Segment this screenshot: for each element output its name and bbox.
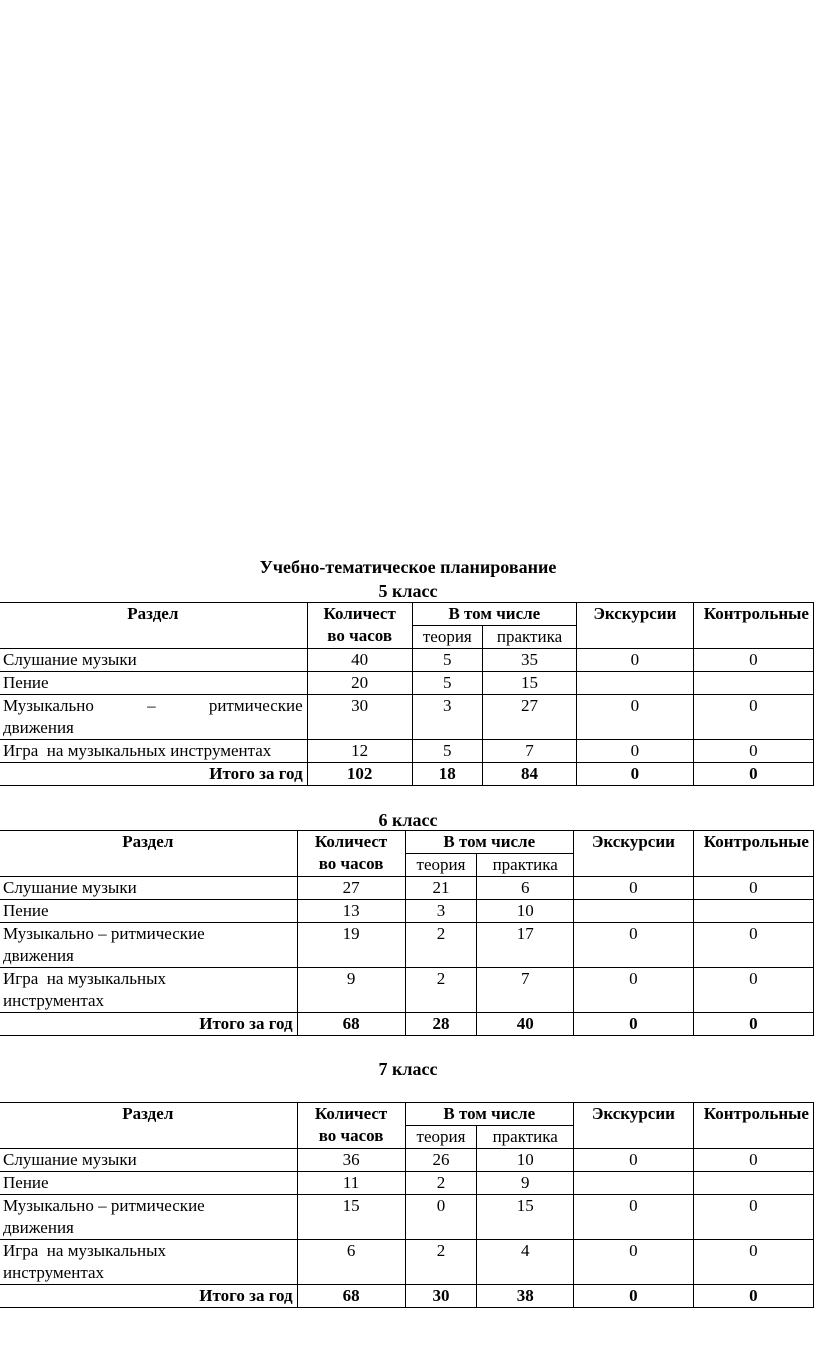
total-practice: 38 — [477, 1285, 574, 1308]
cell-theory: 5 — [412, 740, 482, 763]
cell-hours: 30 — [307, 695, 412, 740]
cell-practice: 9 — [477, 1172, 574, 1195]
cell-control: 0 — [693, 968, 813, 1013]
table-header-row — [0, 603, 814, 626]
row-label: Слушание музыки — [0, 877, 297, 900]
header-practice: практика — [477, 854, 574, 877]
cell-control: 0 — [693, 649, 813, 672]
cell-practice: 7 — [482, 740, 576, 763]
cell-practice: 27 — [482, 695, 576, 740]
cell-theory: 26 — [405, 1149, 477, 1172]
cell-control: 0 — [693, 740, 813, 763]
cell-hours: 6 — [297, 1240, 405, 1285]
cell-excursions: 0 — [573, 877, 693, 900]
header-excursions: Экскурсии — [577, 603, 694, 649]
cell-practice: 10 — [477, 1149, 574, 1172]
header-including: В том числе — [412, 603, 576, 626]
table-row — [0, 900, 814, 923]
header-control: Контрольные — [693, 831, 813, 877]
header-excursions: Экскурсии — [573, 1103, 693, 1149]
table-row — [0, 695, 814, 740]
total-label: Итого за год — [0, 763, 307, 786]
total-row — [0, 1013, 814, 1036]
cell-excursions: 0 — [573, 923, 693, 968]
total-control: 0 — [693, 1285, 813, 1308]
row-label: Слушание музыки — [0, 649, 307, 672]
table-row — [0, 1195, 814, 1240]
cell-excursions — [573, 900, 693, 923]
document-title: Учебно-тематическое планирование — [259, 557, 557, 577]
header-including: В том числе — [405, 1103, 573, 1126]
row-label: Слушание музыки — [0, 1149, 297, 1172]
row-label: Игра на музыкальных инструментах — [0, 1240, 297, 1285]
row-label: Пение — [0, 900, 297, 923]
cell-excursions: 0 — [573, 1195, 693, 1240]
row-label: Пение — [0, 672, 307, 695]
total-label: Итого за год — [0, 1013, 297, 1036]
cell-theory: 3 — [405, 900, 477, 923]
cell-excursions: 0 — [577, 740, 694, 763]
grade5-table — [0, 602, 814, 786]
cell-control — [693, 1172, 813, 1195]
cell-practice: 10 — [477, 900, 574, 923]
cell-control: 0 — [693, 1240, 813, 1285]
cell-hours: 19 — [297, 923, 405, 968]
header-practice: практика — [482, 626, 576, 649]
cell-hours: 12 — [307, 740, 412, 763]
header-including: В том числе — [405, 831, 573, 854]
cell-practice: 35 — [482, 649, 576, 672]
cell-control — [693, 672, 813, 695]
total-practice: 84 — [482, 763, 576, 786]
cell-excursions: 0 — [577, 695, 694, 740]
cell-control: 0 — [693, 1149, 813, 1172]
grade6-title: 6 класс — [378, 810, 438, 830]
header-control: Контрольные — [693, 603, 813, 649]
total-theory: 28 — [405, 1013, 477, 1036]
cell-hours: 20 — [307, 672, 412, 695]
cell-hours: 11 — [297, 1172, 405, 1195]
row-label: Игра на музыкальных инструментах — [0, 968, 297, 1013]
table-row — [0, 672, 814, 695]
total-excursions: 0 — [577, 763, 694, 786]
table-header-row — [0, 1103, 814, 1126]
cell-practice: 15 — [482, 672, 576, 695]
cell-theory: 2 — [405, 1172, 477, 1195]
total-row — [0, 763, 814, 786]
cell-hours: 27 — [297, 877, 405, 900]
cell-control: 0 — [693, 695, 813, 740]
cell-excursions — [573, 1172, 693, 1195]
grade6-table — [0, 830, 814, 1036]
table-row — [0, 968, 814, 1013]
header-section: Раздел — [0, 1103, 297, 1149]
cell-control: 0 — [693, 923, 813, 968]
cell-hours: 36 — [297, 1149, 405, 1172]
total-control: 0 — [693, 1013, 813, 1036]
table-row — [0, 1172, 814, 1195]
header-excursions: Экскурсии — [573, 831, 693, 877]
cell-practice: 6 — [477, 877, 574, 900]
total-control: 0 — [693, 763, 813, 786]
row-label: Музыкально – ритмические движения — [0, 923, 297, 968]
row-label: Музыкально – ритмические движения — [0, 695, 307, 740]
total-row — [0, 1285, 814, 1308]
header-hours: Количест во часов — [297, 1103, 405, 1149]
table-row — [0, 649, 814, 672]
cell-excursions: 0 — [573, 968, 693, 1013]
cell-hours: 9 — [297, 968, 405, 1013]
cell-excursions: 0 — [577, 649, 694, 672]
cell-control: 0 — [693, 1195, 813, 1240]
header-theory: теория — [412, 626, 482, 649]
table-row — [0, 1149, 814, 1172]
row-label: Музыкально – ритмические движения — [0, 1195, 297, 1240]
grade5-title: 5 класс — [378, 581, 438, 601]
cell-theory: 3 — [412, 695, 482, 740]
header-theory: теория — [405, 1126, 477, 1149]
cell-theory: 5 — [412, 672, 482, 695]
cell-theory: 2 — [405, 968, 477, 1013]
total-label: Итого за год — [0, 1285, 297, 1308]
header-practice: практика — [477, 1126, 574, 1149]
row-label: Игра на музыкальных инструментах — [0, 740, 307, 763]
cell-control: 0 — [693, 877, 813, 900]
cell-excursions — [577, 672, 694, 695]
table-row — [0, 877, 814, 900]
grade7-title: 7 класс — [378, 1059, 438, 1079]
cell-excursions: 0 — [573, 1149, 693, 1172]
total-theory: 18 — [412, 763, 482, 786]
header-section: Раздел — [0, 603, 307, 649]
cell-practice: 15 — [477, 1195, 574, 1240]
cell-theory: 0 — [405, 1195, 477, 1240]
total-excursions: 0 — [573, 1013, 693, 1036]
cell-hours: 13 — [297, 900, 405, 923]
table-row — [0, 740, 814, 763]
cell-theory: 2 — [405, 923, 477, 968]
cell-excursions: 0 — [573, 1240, 693, 1285]
total-hours: 102 — [307, 763, 412, 786]
cell-practice: 17 — [477, 923, 574, 968]
cell-control — [693, 900, 813, 923]
cell-theory: 5 — [412, 649, 482, 672]
header-section: Раздел — [0, 831, 297, 877]
cell-hours: 15 — [297, 1195, 405, 1240]
header-control: Контрольные — [693, 1103, 813, 1149]
row-label: Пение — [0, 1172, 297, 1195]
total-excursions: 0 — [573, 1285, 693, 1308]
cell-theory: 2 — [405, 1240, 477, 1285]
header-theory: теория — [405, 854, 477, 877]
table-header-row — [0, 831, 814, 854]
total-theory: 30 — [405, 1285, 477, 1308]
table-row — [0, 923, 814, 968]
cell-practice: 7 — [477, 968, 574, 1013]
table-row — [0, 1240, 814, 1285]
header-hours: Количест во часов — [297, 831, 405, 877]
cell-practice: 4 — [477, 1240, 574, 1285]
total-hours: 68 — [297, 1285, 405, 1308]
grade7-table — [0, 1102, 814, 1308]
cell-theory: 21 — [405, 877, 477, 900]
header-hours: Количест во часов — [307, 603, 412, 649]
total-hours: 68 — [297, 1013, 405, 1036]
total-practice: 40 — [477, 1013, 574, 1036]
cell-hours: 40 — [307, 649, 412, 672]
